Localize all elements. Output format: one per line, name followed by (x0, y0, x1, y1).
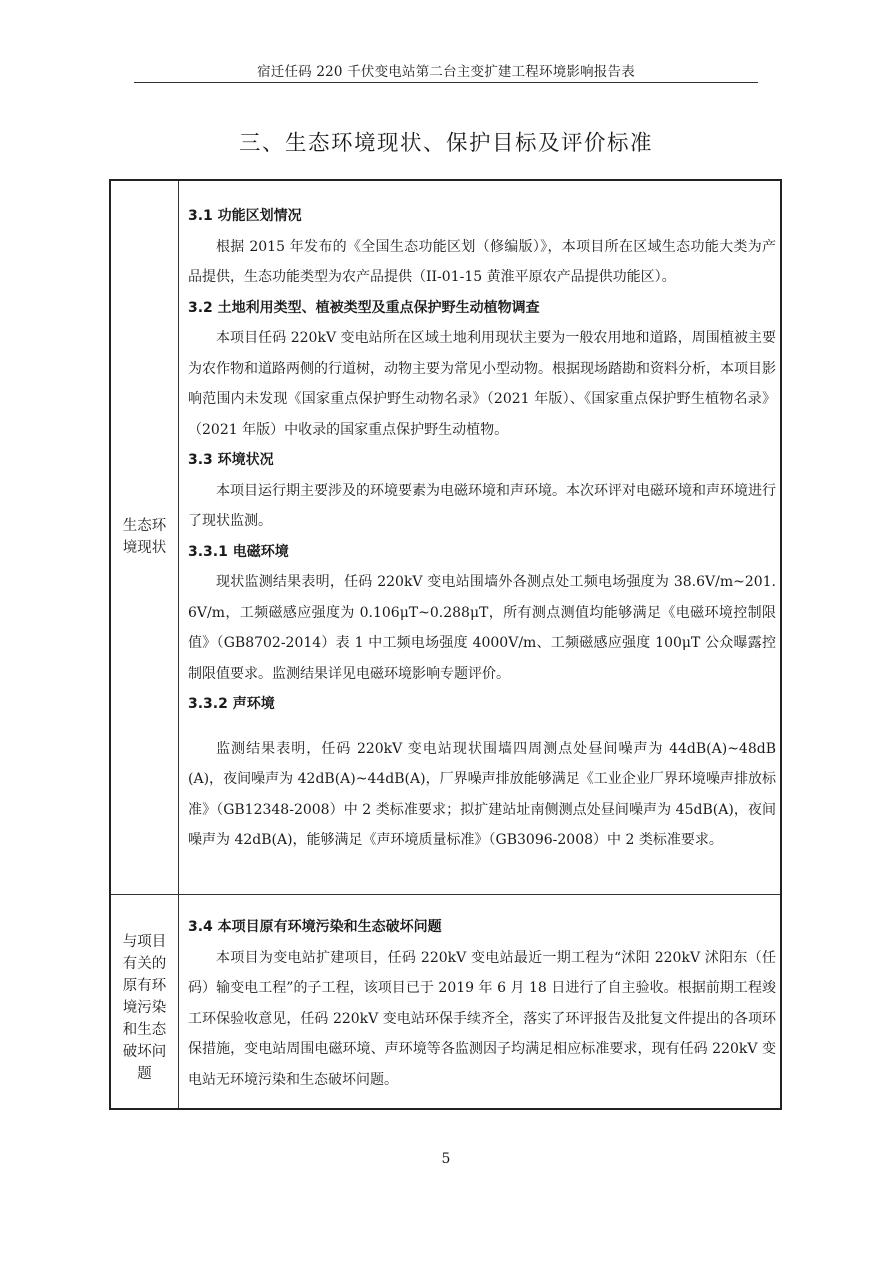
section-text-3-2: 本项目任码 220kV 变电站所在区域土地利用现状主要为一般农用地和道路，周围植被主要为农作物和道路两侧的行道树，动物主要为常见小型动物。根据现场踏勘和资料分析，本项目影响范围内未发现《国家重点保护野生动物名录》（2021 年版）、《国家重点保护野生植物名录》（2021 年版）中收录的国家重点保护野生动植物。 (188, 330, 776, 438)
row-label-existing-problems: 与项目有关的原有环境污染和生态破坏问题 (122, 934, 167, 1082)
section-heading-3-3: 3.3 环境状况 (188, 452, 274, 468)
section-text-3-1: 根据 2015 年发布的《全国生态功能区划（修编版）》，本项目所在区域生态功能大类为产品提供，生态功能类型为农产品提供（II-01-15 黄淮平原农产品提供功能区）。 (188, 238, 776, 285)
section-text-3-3: 本项目运行期主要涉及的环境要素为电磁环境和声环境。本次环评对电磁环境和声环境进行了现状监测。 (188, 482, 776, 529)
section-heading-3-2: 3.2 土地利用类型、植被类型及重点保护野生动植物调查 (188, 299, 540, 316)
section-heading-3-3-1: 3.3.1 电磁环境 (188, 543, 289, 560)
row-divider (111, 894, 780, 895)
section-text-3-4: 本项目为变电站扩建项目，任码 220kV 变电站最近一期工程为“沭阳 220kV 沭阳东（任码）输变电工程”的子工程，该项目已于 2019 年 6 月 18 日进行了自主验收。根据前期工程竣工环保验收意见，任码 220kV 变电站环保手续齐全，落实了环评报告及批复文件提出的各项环保措施，变电站周围电磁环境、声环境等各监测因子均满足相应标准要求，现有任码 220kV 变电站无环境污染和生态破坏问题。 (188, 949, 776, 1088)
row-content-eco-status (188, 201, 776, 856)
section-title: 三、生态环境现状、保护目标及评价标准 (238, 131, 653, 156)
running-header: 宿迁任码 220 千伏变电站第二台主变扩建工程环境影响报告表 (257, 64, 635, 80)
row-label-eco-status: 生态环境现状 (122, 518, 167, 556)
row-content-existing-problems (188, 912, 776, 1095)
section-text-3-3-2: 监测结果表明，任码 220kV 变电站现状围墙四周测点处昼间噪声为 44dB(A)~48dB(A)，夜间噪声为 42dB(A)~44dB(A)，厂界噪声排放能够满足《工业企业厂界环境噪声排放标准》（GB12348-2008）中 2 类标准要求；拟扩建站址南侧测点处昼间噪声为 45dB(A)，夜间噪声为 42dB(A)，能够满足《声环境质量标准》（GB3096-2008）中 2 类标准要求。 (188, 740, 776, 848)
section-heading-3-1: 3.1 功能区划情况 (188, 208, 302, 224)
content-table (109, 179, 782, 1110)
column-divider (178, 181, 179, 1108)
header-rule (134, 82, 758, 83)
section-text-3-3-1: 现状监测结果表明，任码 220kV 变电站围墙外各测点处工频电场强度为 38.6V/m~201.6V/m，工频磁感应强度为 0.106μT~0.288μT，所有测点测值均能够满足《电磁环境控制限值》（GB8702-2014）表 1 中工频电场强度 4000V/m、工频磁感应强度 100μT 公众曝露控制限值要求。监测结果详见电磁环境影响专题评价。 (188, 574, 776, 682)
section-heading-3-4: 3.4 本项目原有环境污染和生态破坏问题 (188, 919, 442, 935)
section-heading-3-3-2: 3.3.2 声环境 (188, 696, 275, 712)
page-number: 5 (441, 1151, 451, 1167)
